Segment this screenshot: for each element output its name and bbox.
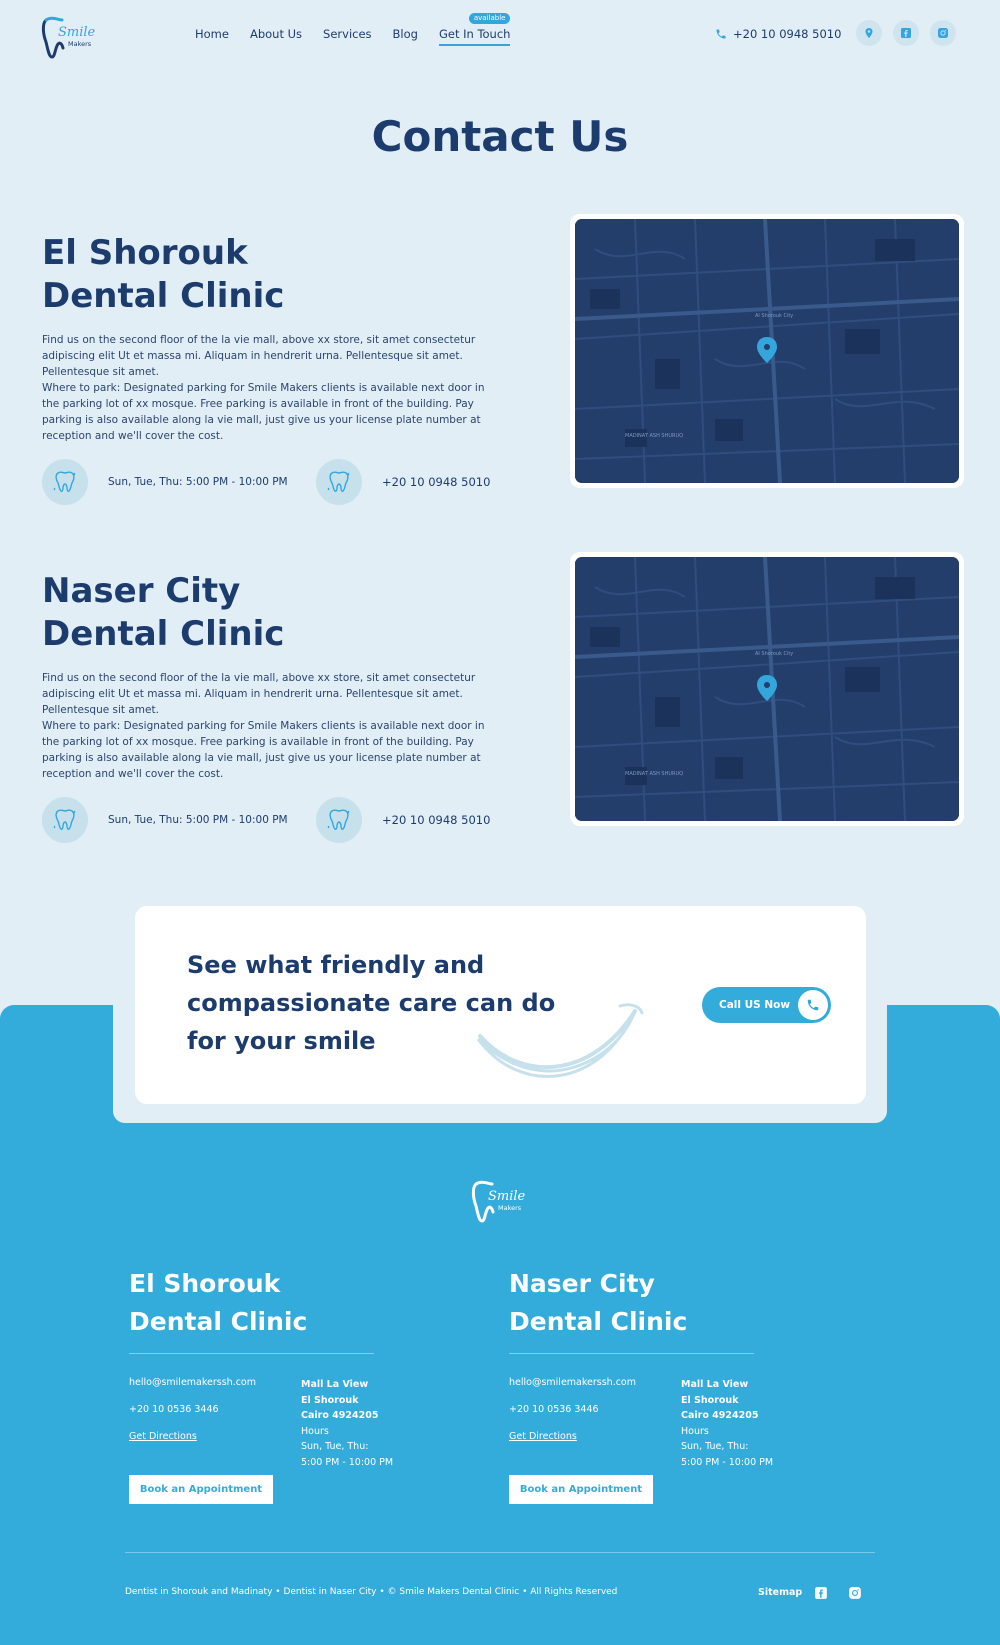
footer-clinic-el-shorouk (129, 1265, 409, 1495)
instagram-button[interactable] (930, 20, 956, 46)
clinic-hours-text: Sun, Tue, Thu: 5:00 PM - 10:00 PM (108, 814, 288, 826)
divider (509, 1353, 754, 1354)
footer-address-line1: Mall La View (681, 1379, 749, 1390)
clinic-phone[interactable] (316, 459, 490, 505)
get-directions-link[interactable]: Get Directions (509, 1431, 577, 1442)
call-us-now-button[interactable] (702, 987, 831, 1023)
footer-address-line3: Cairo 4924205 (681, 1410, 759, 1421)
book-appointment-button[interactable]: Book an Appointment (129, 1475, 273, 1504)
main-nav (195, 14, 511, 46)
phone-icon (715, 28, 727, 40)
clinic-title-line1: El Shorouk (42, 233, 248, 273)
clinic-naser-city (0, 570, 1000, 840)
footer-address-line1: Mall La View (301, 1379, 369, 1390)
location-pin-icon (863, 27, 875, 39)
smile-icon (470, 1001, 645, 1091)
footer-instagram-link[interactable] (848, 1585, 862, 1599)
footer-email[interactable]: hello@smilemakerssh.com (509, 1377, 637, 1388)
phone-icon (806, 998, 820, 1012)
footer-email[interactable]: hello@smilemakerssh.com (129, 1377, 257, 1388)
tooth-icon (324, 467, 354, 497)
footer-divider (125, 1552, 875, 1553)
nav-get-in-touch[interactable] (438, 14, 511, 46)
location-button[interactable] (856, 20, 882, 46)
tooth-icon (50, 805, 80, 835)
instagram-icon (848, 1586, 862, 1600)
call-us-now-label: Call US Now (719, 999, 791, 1011)
footer-hours-days: Sun, Tue, Thu: (301, 1441, 369, 1452)
clinic-title (42, 570, 462, 656)
svg-text:Makers: Makers (498, 1204, 522, 1212)
nav-about-us[interactable]: About Us (249, 27, 303, 41)
map-city-label: Al Shorouk City (755, 651, 794, 657)
footer-hours-time: 5:00 PM - 10:00 PM (301, 1456, 394, 1468)
clinic-title (42, 232, 462, 318)
available-badge: available (469, 13, 511, 24)
header-phone-link[interactable] (715, 27, 841, 41)
footer-address-line2: El Shorouk (681, 1394, 739, 1406)
nav-home[interactable]: Home (195, 27, 229, 41)
divider (129, 1353, 374, 1354)
clinic-map[interactable] (570, 552, 964, 826)
page-title: Contact Us (371, 112, 629, 161)
footer-clinic-title (129, 1265, 409, 1341)
map-graphic (575, 557, 959, 821)
map-city-label: Al Shorouk City (755, 313, 794, 319)
tooth-icon-circle (42, 797, 88, 843)
clinic-el-shorouk (0, 232, 1000, 502)
tooth-icon-circle (316, 459, 362, 505)
tooth-icon (324, 805, 354, 835)
clinic-hours (42, 459, 288, 505)
sitemap-link[interactable]: Sitemap (758, 1587, 803, 1598)
svg-text:Smile: Smile (58, 25, 96, 40)
clinic-description: Find us on the second floor of the la vie mall, above xx store, sit amet consectetur adipiscing elit Ut et massa mi. Aliquam in hendrerit urna. Pellentesque sit amet. Pellentesque sit amet. Where to park: Designated parking for Smile Makers clients is available next door in the parking lot of xx mosque. Free parking is available in front of the building. Pay parking is also available along la vie mall, just give us your license plate number at reception and we'll cover the cost. (42, 672, 485, 780)
map-district-label: MADINAT ASH SHURUQ (625, 771, 684, 777)
footer-address-col (301, 1377, 421, 1470)
footer-clinic-title (509, 1265, 789, 1341)
footer-address-col (681, 1377, 801, 1470)
instagram-icon (937, 27, 949, 39)
facebook-icon (900, 27, 912, 39)
nav-services[interactable]: Services (323, 27, 372, 41)
nav-get-in-touch-label: Get In Touch (438, 27, 511, 41)
clinic-phone[interactable] (316, 797, 490, 843)
facebook-button[interactable] (893, 20, 919, 46)
footer-logo[interactable] (468, 1178, 532, 1224)
footer-address-line3: Cairo 4924205 (301, 1410, 379, 1421)
map-view[interactable] (575, 219, 959, 483)
header-phone-number: +20 10 0948 5010 (733, 27, 842, 41)
tooth-icon (50, 467, 80, 497)
clinic-description: Find us on the second floor of the la vie mall, above xx store, sit amet consectetur adipiscing elit Ut et massa mi. Aliquam in hendrerit urna. Pellentesque sit amet. Pellentesque sit amet. Where to park: Designated parking for Smile Makers clients is available next door in the parking lot of xx mosque. Free parking is available in front of the building. Pay parking is also available along la vie mall, just give us your license plate number at reception and we'll cover the cost. (42, 334, 485, 442)
book-appointment-button[interactable]: Book an Appointment (509, 1475, 653, 1504)
footer-clinic-title-line1: El Shorouk (129, 1269, 281, 1298)
phone-icon-circle (798, 990, 828, 1020)
footer-clinic-title-line2: Dental Clinic (509, 1307, 688, 1336)
clinic-title-line1: Naser City (42, 571, 241, 611)
footer-hours-label: Hours (681, 1425, 709, 1437)
get-directions-link[interactable]: Get Directions (129, 1431, 197, 1442)
clinic-title-line2: Dental Clinic (42, 276, 285, 316)
footer-hours-label: Hours (301, 1425, 329, 1437)
footer-phone[interactable]: +20 10 0536 3446 (129, 1404, 219, 1415)
tooth-icon-circle (42, 459, 88, 505)
footer-clinic-title-line1: Naser City (509, 1269, 655, 1298)
cta-card (135, 906, 866, 1104)
map-district-label: MADINAT ASH SHURUQ (625, 433, 684, 439)
footer-facebook-link[interactable] (814, 1585, 828, 1599)
footer-contact-col (129, 1377, 256, 1458)
smile-makers-logo[interactable] (40, 14, 102, 60)
map-graphic (575, 219, 959, 483)
svg-text:Smile: Smile (488, 1189, 526, 1204)
footer-contact-col (509, 1377, 636, 1458)
footer-address-line2: El Shorouk (301, 1394, 359, 1406)
footer-copyright: Dentist in Shorouk and Madinaty • Dentist in Naser City • © Smile Makers Dental Clinic • All Rights Reserved (125, 1587, 618, 1597)
footer-phone[interactable]: +20 10 0536 3446 (509, 1404, 599, 1415)
clinic-hours (42, 797, 288, 843)
footer-hours-days: Sun, Tue, Thu: (681, 1441, 749, 1452)
footer-clinic-naser-city (509, 1265, 789, 1495)
footer-clinic-title-line2: Dental Clinic (129, 1307, 308, 1336)
clinic-phone-text: +20 10 0948 5010 (382, 813, 491, 827)
tooth-icon-circle (316, 797, 362, 843)
svg-text:Makers: Makers (68, 40, 92, 48)
clinic-phone-text: +20 10 0948 5010 (382, 475, 491, 489)
facebook-icon (814, 1586, 828, 1600)
clinic-title-line2: Dental Clinic (42, 614, 285, 654)
map-view[interactable] (575, 557, 959, 821)
clinic-hours-text: Sun, Tue, Thu: 5:00 PM - 10:00 PM (108, 476, 288, 488)
cta-heading: See what friendly and compassionate care can do for your smile (187, 951, 556, 1055)
clinic-map[interactable] (570, 214, 964, 488)
site-header (0, 0, 1000, 70)
footer-hours-time: 5:00 PM - 10:00 PM (681, 1456, 774, 1468)
nav-blog[interactable]: Blog (392, 27, 418, 41)
